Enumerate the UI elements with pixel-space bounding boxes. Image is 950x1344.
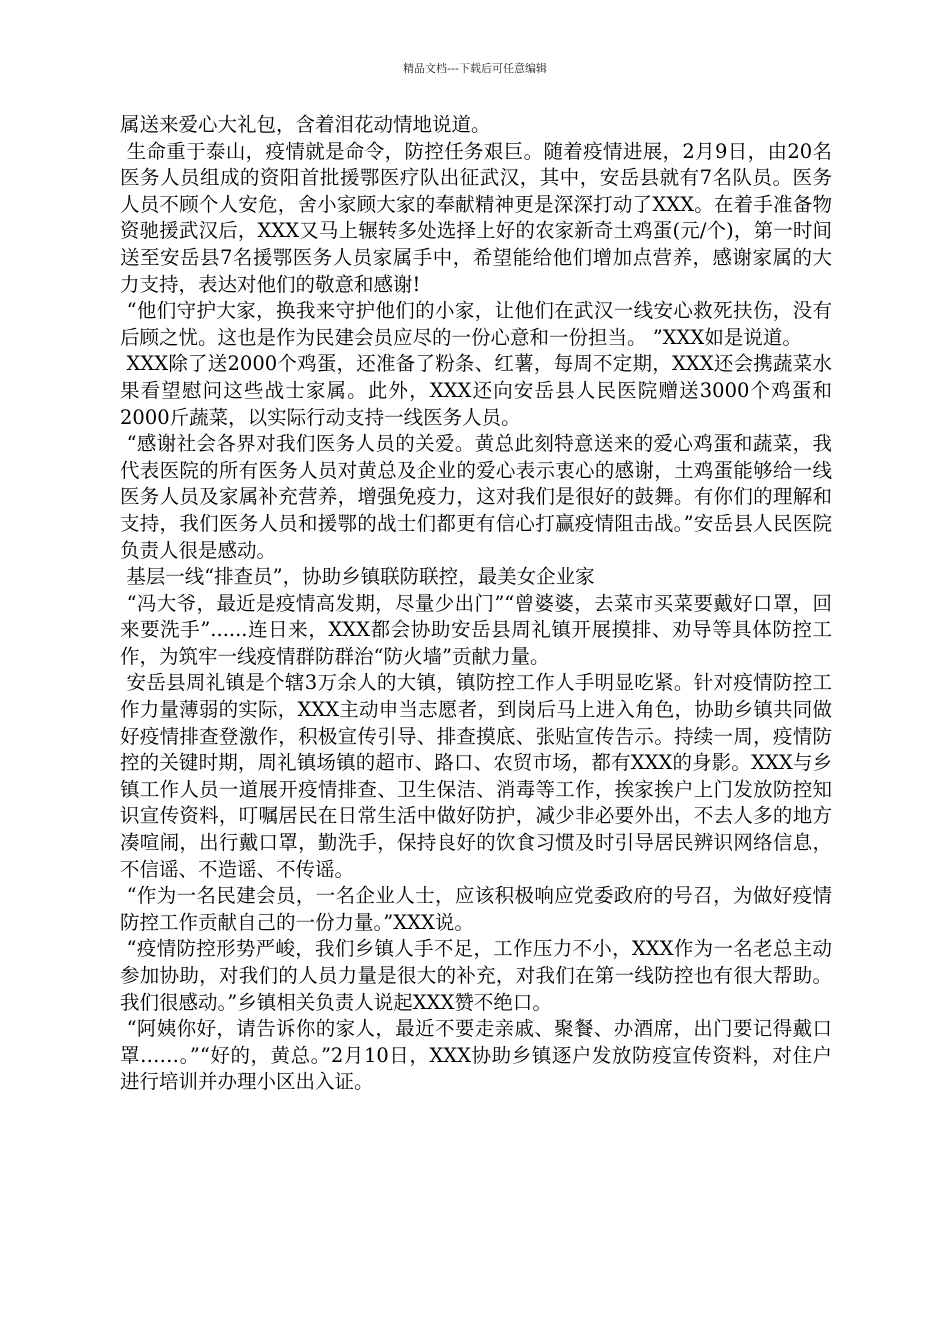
- paragraph: “感谢社会各界对我们医务人员的关爱。黄总此刻特意送来的爱心鸡蛋和蔬菜，我代表医院的所有医务人员对黄总及企业的爱心表示衷心的感谢，土鸡蛋能够给一线医务人员及家属补充营养，增强免疫力，这对我们是很好的鼓舞。有你们的理解和支持，我们医务人员和援鄂的战士们都更有信心打赢疫情阻击战。”安岳县人民医院负责人很是感动。: [120, 432, 832, 562]
- paragraph: XXX除了送2000个鸡蛋，还准备了粉条、红薯，每周不定期，XXX还会携蔬菜水果看望慰问这些战士家属。此外，XXX还向安岳县人民医院赠送3000个鸡蛋和2000斤蔬菜，以实际行动支持一线医务人员。: [120, 352, 833, 429]
- paragraph: “作为一名民建会员，一名企业人士，应该积极响应党委政府的号召，为做好疫情防控工作贡献自己的一份力量。”XXX说。: [120, 884, 832, 934]
- page-header-note: 精品文档---下载后可任意编辑: [403, 62, 547, 75]
- document-body: [120, 112, 832, 1096]
- paragraph: “冯大爷，最近是疫情高发期，尽量少出门”“曾婆婆，去菜市买菜要戴好口罩，回来要洗手”......连日来，XXX都会协助安岳县周礼镇开展摸排、劝导等具体防控工作，为筑牢一线疫情群防群治“防火墙”贡献力量。: [120, 591, 832, 668]
- paragraph: 属送来爱心大礼包，含着泪花动情地说道。: [120, 113, 491, 136]
- paragraph: “疫情防控形势严峻，我们乡镇人手不足，工作压力不小，XXX作为一名老总主动参加协助，对我们的人员力量是很大的补充，对我们在第一线防控也有很大帮助。我们很感动。”乡镇相关负责人说起XXX赞不绝口。: [120, 937, 832, 1014]
- paragraph: “他们守护大家，换我来守护他们的小家，让他们在武汉一线安心救死扶伤，没有后顾之忧。这也是作为民建会员应尽的一份心意和一份担当。 ”XXX如是说道。: [120, 299, 832, 349]
- section-heading: 基层一线“排查员”，协助乡镇联防联控，最美女企业家: [120, 565, 595, 589]
- paragraph: 生命重于泰山，疫情就是命令，防控任务艰巨。随着疫情进展，2月9日，由20名医务人员组成的资阳首批援鄂医疗队出征武汉，其中，安岳县就有7名队员。医务人员不顾个人安危，舍小家顾大家的奉献精神更是深深打动了XXX。在着手准备物资驰援武汉后，XXX又马上辗转多处选择上好的农家新奇土鸡蛋(元/个)，第一时间送至安岳县7名援鄂医务人员家属手中，希望能给他们增加点营养，感谢家属的大力支持，表达对他们的敬意和感谢!: [120, 139, 832, 296]
- paragraph: 安岳县周礼镇是个辖3万余人的大镇，镇防控工作人手明显吃紧。针对疫情防控工作力量薄弱的实际，XXX主动申当志愿者，到岗后马上进入角色，协助乡镇共同做好疫情排查登激作，积极宣传引导、排查摸底、张贴宣传告示。持续一周，疫情防控的关键时期，周礼镇场镇的超市、路口、农贸市场，都有XXX的身影。XXX与乡镇工作人员一道展开疫情排查、卫生保洁、消毒等工作，挨家挨户上门发放防控知识宣传资料，叮嘱居民在日常生活中做好防护，减少非必要外出，不去人多的地方凑喧闹，出行戴口罩，勤洗手，保持良好的饮食习惯及时引导居民辨识网络信息，不信谣、不造谣、不传谣。: [120, 671, 832, 881]
- paragraph: “阿姨你好，请告诉你的家人，最近不要走亲戚、聚餐、办酒席，出门要记得戴口罩……。”“好的，黄总。”2月10日，XXX协助乡镇逐户发放防疫宣传资料，对住户进行培训并办理小区出入证。: [120, 1017, 832, 1094]
